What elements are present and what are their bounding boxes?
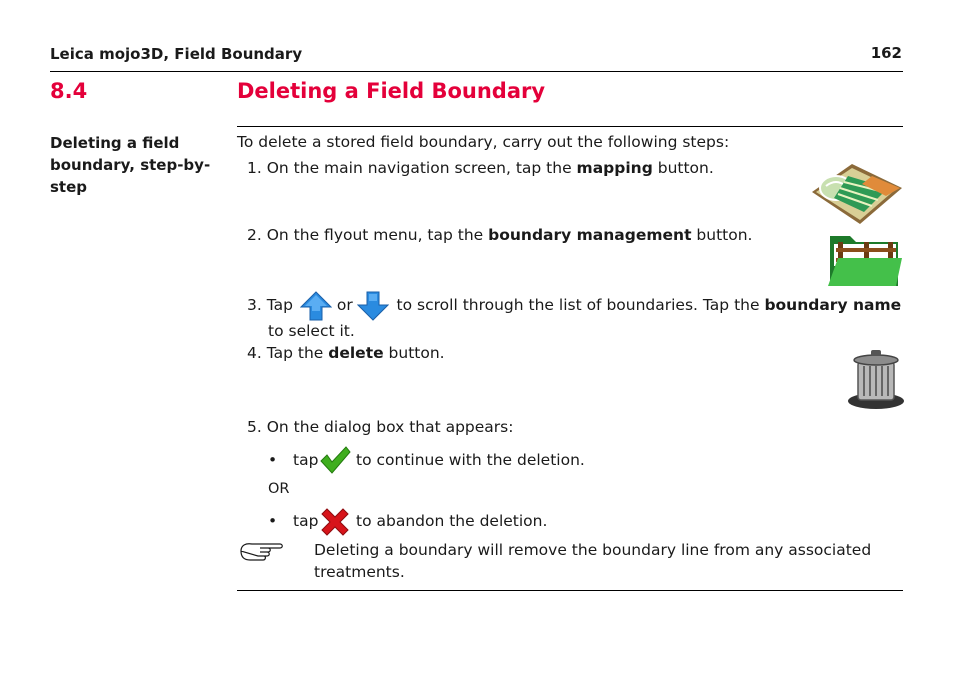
- bullet-2-pre: tap: [293, 512, 319, 530]
- header-rule: [50, 71, 903, 72]
- step-5-text: On the dialog box that appears:: [266, 418, 514, 436]
- content-bottom-rule: [237, 590, 903, 591]
- note-text: Deleting a boundary will remove the boundary line from any associated treatments.: [314, 541, 872, 581]
- step-1-text-post: button.: [652, 159, 714, 177]
- step-4: [247, 342, 445, 364]
- cross-mark-icon: [319, 506, 351, 538]
- step-4-bold: delete: [328, 344, 384, 362]
- step-3-line-2: to select it.: [268, 322, 355, 340]
- step-5: [247, 416, 513, 438]
- check-mark-icon: [319, 445, 351, 475]
- step-4-number: 4.: [247, 344, 262, 362]
- step-2: [247, 224, 752, 246]
- step-2-text-pre: On the flyout menu, tap the: [266, 226, 489, 244]
- step-1-text-pre: On the main navigation screen, tap the: [266, 159, 577, 177]
- step-3-text-mid2: to scroll through the list of boundaries. Tap the: [391, 296, 765, 314]
- boundary-management-folder-icon: [826, 228, 904, 288]
- step-3-number: 3.: [247, 296, 262, 314]
- pointing-hand-icon: [240, 541, 284, 561]
- step-1: [247, 157, 714, 179]
- sidebar-heading: Deleting a field boundary, step-by-step: [50, 134, 211, 196]
- running-header-title: Leica mojo3D, Field Boundary: [50, 45, 303, 63]
- step-1-bold: mapping: [576, 159, 653, 177]
- bullet-cancel: [268, 510, 318, 532]
- step-2-number: 2.: [247, 226, 262, 244]
- content-top-rule: [237, 126, 903, 127]
- step-3: [247, 294, 907, 316]
- arrow-up-icon: [300, 291, 332, 321]
- step-1-number: 1.: [247, 159, 262, 177]
- step-3-text-pre: Tap: [266, 296, 298, 314]
- step-2-bold: boundary management: [488, 226, 692, 244]
- step-5-number: 5.: [247, 418, 262, 436]
- section-number: 8.4: [50, 79, 88, 103]
- mapping-field-icon: [808, 162, 904, 226]
- bullet-1-pre: tap: [293, 451, 319, 469]
- bullet-2-post: to abandon the deletion.: [356, 512, 548, 530]
- intro-text: To delete a stored field boundary, carry out the following steps:: [237, 133, 730, 151]
- bullet-1-marker: •: [268, 451, 278, 469]
- bullet-1-post: to continue with the deletion.: [356, 451, 585, 469]
- bullet-confirm: [268, 449, 318, 471]
- section-title: Deleting a Field Boundary: [237, 79, 546, 103]
- bullet-2-marker: •: [268, 512, 278, 530]
- step-3-bold: boundary name: [764, 296, 902, 314]
- step-2-text-post: button.: [691, 226, 753, 244]
- or-text: OR: [268, 481, 290, 497]
- trash-can-icon: [846, 346, 906, 410]
- arrow-down-icon: [357, 291, 389, 321]
- step-4-text-post: button.: [383, 344, 445, 362]
- step-4-text-pre: Tap the: [266, 344, 329, 362]
- step-3-text-mid1: or: [331, 296, 358, 314]
- page-number: 162: [870, 44, 902, 62]
